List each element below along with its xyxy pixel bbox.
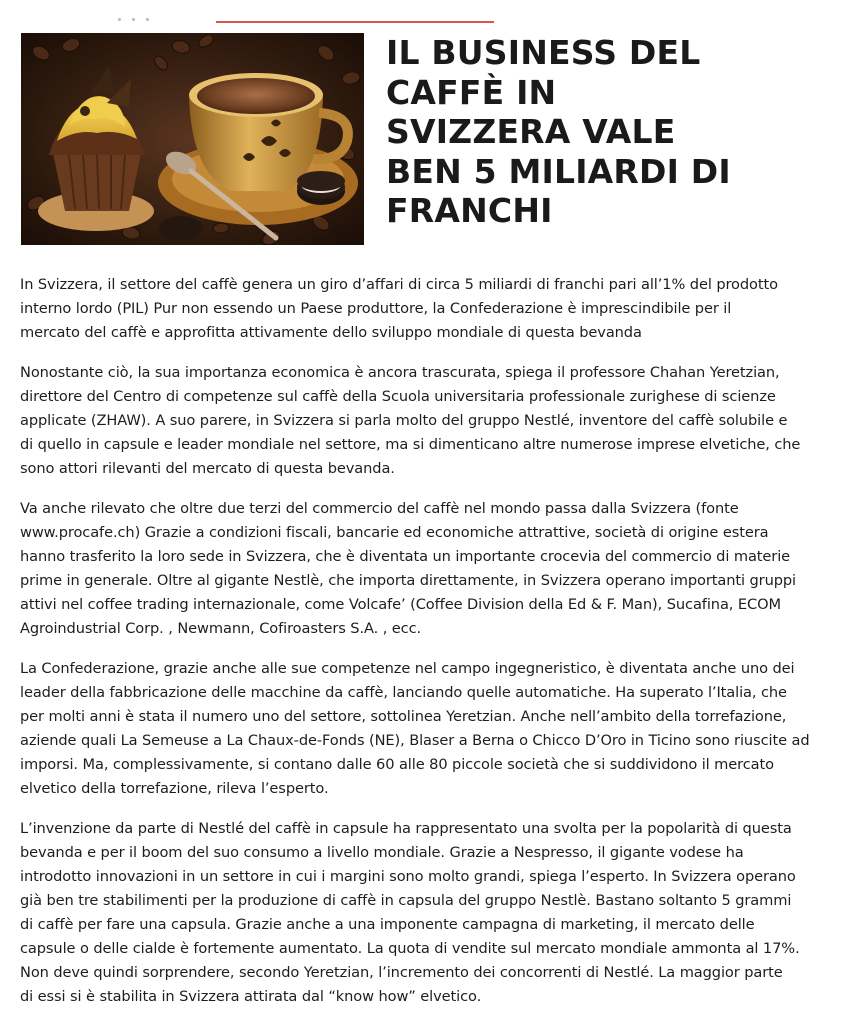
text-line: sono attori rilevanti del mercato di questa bevanda. — [20, 460, 395, 477]
paragraph-intro — [20, 273, 830, 345]
paragraph-capsules — [20, 817, 830, 1009]
paragraph-trading — [20, 497, 830, 641]
text-line: Nonostante ciò, la sua importanza economica è ancora trascurata, spiega il professore Chahan Yeretzian, — [20, 364, 780, 381]
text-line: introdotto innovazioni in un settore in cui i margini sono molto grandi, spiega l’esperto. In Svizzera operano — [20, 868, 796, 885]
paragraph-machines — [20, 657, 830, 801]
article-headline — [386, 33, 826, 231]
text-line: www.procafe.ch) Grazie a condizioni fiscali, bancarie ed economiche attrattive, società di origine estera — [20, 524, 769, 541]
text-line: elvetico della torrefazione, rileva l’esperto. — [20, 780, 329, 797]
text-line: di essi si è stabilita in Svizzera attirata dal “know how” elvetico. — [20, 988, 482, 1005]
headline-line: CAFFÈ IN — [386, 72, 557, 112]
text-line: Agroindustrial Corp. , Newmann, Cofiroasters S.A. , ecc. — [20, 620, 422, 637]
text-line: bevanda e per il boom del suo consumo a livello mondiale. Grazie a Nespresso, il gigante vodese ha — [20, 844, 744, 861]
text-line: applicate (ZHAW). A suo parere, in Svizzera si parla molto del gruppo Nestlé, inventore del caffè solubile e — [20, 412, 788, 429]
coffee-cup-photo — [21, 33, 364, 245]
text-line: per molti anni è stata il numero uno del settore, sottolinea Yeretzian. Anche nell’ambito della torrefazione, — [20, 708, 787, 725]
text-line: Non deve quindi sorprendere, secondo Yeretzian, l’incremento dei concorrenti di Nestlé. La maggior parte — [20, 964, 783, 981]
text-line: attivi nel coffee trading internazionale, come Volcafe’ (Coffee Division della Ed & F. Man), Sucafina, ECOM — [20, 596, 781, 613]
text-line: prime in generale. Oltre al gigante Nestlè, che importa direttamente, in Svizzera operano importanti gruppi — [20, 572, 797, 589]
text-line: La Confederazione, grazie anche alle sue competenze nel campo ingegneristico, è diventata anche uno dei — [20, 660, 795, 677]
headline-line: SVIZZERA VALE — [386, 112, 676, 151]
text-line: Va anche rilevato che oltre due terzi del commercio del caffè nel mondo passa dalla Svizzera (fonte — [20, 500, 739, 517]
text-line: interno lordo (PIL) Pur non essendo un Paese produttore, la Confederazione è imprescindibile per il — [20, 300, 732, 317]
text-line: L’invenzione da parte di Nestlé del caffè in capsule ha rappresentato una svolta per la popolarità di questa — [20, 820, 792, 837]
text-line: di caffè per fare una capsula. Grazie anche a una imponente campagna di marketing, il mercato delle — [20, 916, 755, 933]
text-line: mercato del caffè e approfitta attivamente dello sviluppo mondiale di questa bevanda — [20, 324, 642, 341]
article-body — [20, 273, 830, 1025]
text-line: di quello in capsule e leader mondiale nel settore, ma si dimenticano altre numerose imprese elvetiche, che — [20, 436, 801, 453]
text-line: imporsi. Ma, complessivamente, si contano dalle 60 alle 80 piccole società che si suddividono il mercato — [20, 756, 774, 773]
header-dots — [118, 18, 188, 22]
text-line: leader della fabbricazione delle macchine da caffè, lanciando quelle automatiche. Ha superato l’Italia, che — [20, 684, 787, 701]
text-line: già ben tre stabilimenti per la produzione di caffè in capsula del gruppo Nestlè. Bastano soltanto 5 grammi — [20, 892, 792, 909]
text-line: capsule o delle cialde è fortemente aumentato. La quota di vendite sul mercato mondiale ammonta al 17%. — [20, 940, 800, 957]
text-line: hanno trasferito la loro sede in Svizzera, che è diventata un importante crocevia del commercio di materie — [20, 548, 791, 565]
text-line: direttore del Centro di competenze sul caffè della Scuola universitaria professionale zurighese di scienze — [20, 388, 776, 405]
headline-line: FRANCHI — [386, 191, 553, 230]
header-rule — [216, 21, 494, 23]
text-line: aziende quali La Semeuse a La Chaux-de-Fonds (NE), Blaser a Berna o Chicco D’Oro in Ticino sono riuscite ad — [20, 732, 810, 749]
text-line: In Svizzera, il settore del caffè genera un giro d’affari di circa 5 miliardi di franchi pari all’1% del prodotto — [20, 276, 778, 293]
paragraph-importance — [20, 361, 830, 481]
headline-line: IL BUSINESS DEL — [386, 33, 701, 72]
headline-line: BEN 5 MILIARDI DI — [386, 151, 731, 191]
